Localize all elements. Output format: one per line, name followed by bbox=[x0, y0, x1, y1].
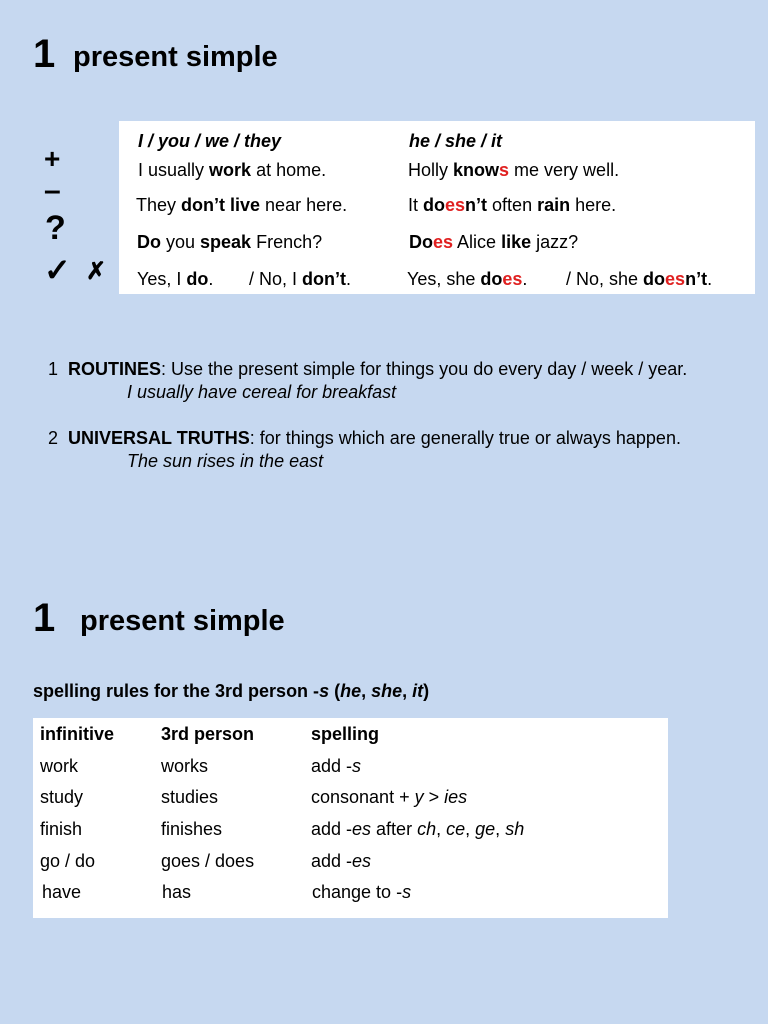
spelling-table bbox=[33, 718, 668, 918]
table-cell-3rd-person: works bbox=[161, 756, 209, 776]
table-header-3rd-person: 3rd person bbox=[161, 724, 255, 744]
rule-example: The sun rises in the east bbox=[127, 451, 324, 471]
table-cell-3rd-person: studies bbox=[161, 787, 219, 807]
table-cell-3rd-person: finishes bbox=[161, 819, 223, 839]
rule-number: 2 bbox=[48, 428, 59, 448]
section-number: 1 bbox=[33, 32, 56, 76]
table-cell-spelling: add -s bbox=[311, 756, 362, 776]
table-cell-spelling: consonant + y > ies bbox=[311, 787, 468, 807]
rule-number: 1 bbox=[48, 359, 59, 379]
rule-item bbox=[48, 359, 687, 380]
example-c2-r1: It doesn’t often rain here. bbox=[408, 195, 617, 215]
rule-label: ROUTINES bbox=[68, 359, 162, 379]
example-c1b-r3: / No, I don’t. bbox=[249, 269, 352, 289]
example-c1-r0: I usually work at home. bbox=[138, 160, 327, 180]
example-c2b-r3: / No, she doesn’t. bbox=[566, 269, 713, 289]
plus-icon: + bbox=[44, 143, 61, 174]
rule-text: : Use the present simple for things you do every day / week / year. bbox=[161, 359, 688, 379]
question-icon: ? bbox=[45, 209, 66, 247]
example-c1-r3: Yes, I do. bbox=[137, 269, 214, 289]
table-cell-spelling: add -es after ch, ce, ge, sh bbox=[311, 819, 525, 839]
example-c1-r1: They don’t live near here. bbox=[136, 195, 348, 215]
section-title: present simple bbox=[80, 605, 285, 637]
example-c2-r3: Yes, she does. bbox=[407, 269, 528, 289]
example-c2-r0: Holly knows me very well. bbox=[408, 160, 620, 180]
table-header-spelling: spelling bbox=[311, 724, 380, 744]
example-c1-r2: Do you speak French? bbox=[137, 232, 323, 252]
rule-label: UNIVERSAL TRUTHS bbox=[68, 428, 250, 448]
example-c2-r2: Does Alice like jazz? bbox=[409, 232, 579, 252]
spelling-subtitle: spelling rules for the 3rd person -s (he, she, it) bbox=[33, 681, 430, 701]
check-icon: ✓ bbox=[44, 252, 71, 288]
table-cell-infinitive: have bbox=[42, 882, 82, 902]
column-header-singular: he / she / it bbox=[409, 131, 503, 151]
table-cell-spelling: add -es bbox=[311, 851, 372, 871]
conjugation-card bbox=[119, 121, 755, 294]
section-title: present simple bbox=[73, 41, 278, 73]
rule-item bbox=[48, 428, 681, 449]
table-cell-infinitive: go / do bbox=[40, 851, 96, 871]
table-cell-spelling: change to -s bbox=[312, 882, 412, 902]
cross-icon: ✗ bbox=[86, 258, 107, 285]
table-cell-infinitive: work bbox=[40, 756, 79, 776]
rule-text: : for things which are generally true or always happen. bbox=[249, 428, 681, 448]
rule-example: I usually have cereal for breakfast bbox=[127, 382, 397, 402]
table-cell-infinitive: finish bbox=[40, 819, 83, 839]
table-cell-3rd-person: has bbox=[162, 882, 192, 902]
minus-icon: – bbox=[44, 174, 61, 207]
section-number: 1 bbox=[33, 596, 56, 640]
column-header-plural: I / you / we / they bbox=[138, 131, 282, 151]
table-cell-3rd-person: goes / does bbox=[161, 851, 255, 871]
table-cell-infinitive: study bbox=[40, 787, 84, 807]
table-header-infinitive: infinitive bbox=[40, 724, 115, 744]
